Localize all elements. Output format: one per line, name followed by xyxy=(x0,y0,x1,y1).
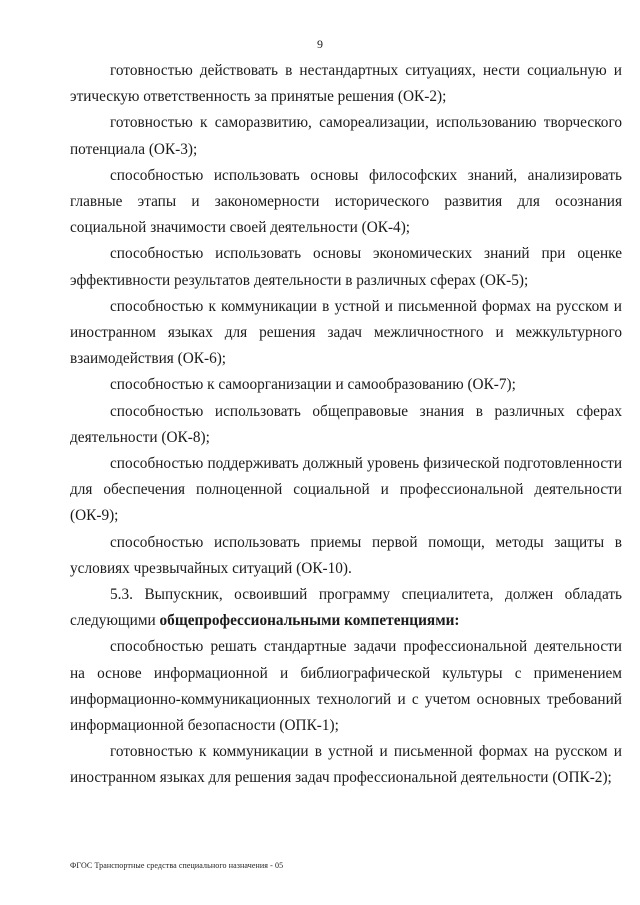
competence-ok-6: способностью к коммуникации в устной и письменной формах на русском и иностранном языках для решения задач межличностного и межкультурного взаимодействия (ОК-6); xyxy=(70,297,622,368)
competence-ok-5: способностью использовать основы экономических знаний при оценке эффективности результатов деятельности в различных сферах (ОК-5); xyxy=(70,245,622,289)
section-5-3-bold: общепрофессиональными компетенциями: xyxy=(159,612,460,630)
footer-note: ФГОС Транспортные средства специального назначения - 05 xyxy=(70,861,284,870)
competence-ok-2: готовностью действовать в нестандартных ситуациях, нести социальную и этическую ответственность за принятые решения (ОК-2); xyxy=(70,62,622,106)
page-content xyxy=(70,58,622,792)
competence-ok-3: готовностью к саморазвитию, самореализации, использованию творческого потенциала (ОК-3); xyxy=(70,114,622,158)
competence-opk-1: способностью решать стандартные задачи профессиональной деятельности на основе информационной и библиографической культуры с применением информационно-коммуникационных технологий и с учетом основных требований информационной безопасности (ОПК-1); xyxy=(70,638,622,735)
competence-ok-9: способностью поддерживать должный уровень физической подготовленности для обеспечения полноценной социальной и профессиональной деятельности (ОК-9); xyxy=(70,455,622,525)
section-5-3 xyxy=(70,582,622,634)
competence-ok-10: способностью использовать приемы первой помощи, методы защиты в условиях чрезвычайных ситуаций (ОК-10). xyxy=(70,533,622,577)
section-5-3-text: 5.3. Выпускник, освоивший программу специалитета, должен обладать следующими xyxy=(70,586,622,630)
competence-opk-2: готовностью к коммуникации в устной и письменной формах на русском и иностранном языках для решения задач профессиональной деятельности (ОПК-2); xyxy=(70,743,622,787)
competence-ok-7: способностью к самоорганизации и самообразованию (ОК-7); xyxy=(110,376,516,394)
competence-ok-4: способностью использовать основы философских знаний, анализировать главные этапы и закономерности исторического развития для осознания социальной значимости своей деятельности (ОК-4); xyxy=(70,166,622,237)
competence-ok-8: способностью использовать общеправовые знания в различных сферах деятельности (ОК-8); xyxy=(70,402,622,446)
page-number: 9 xyxy=(317,37,323,51)
